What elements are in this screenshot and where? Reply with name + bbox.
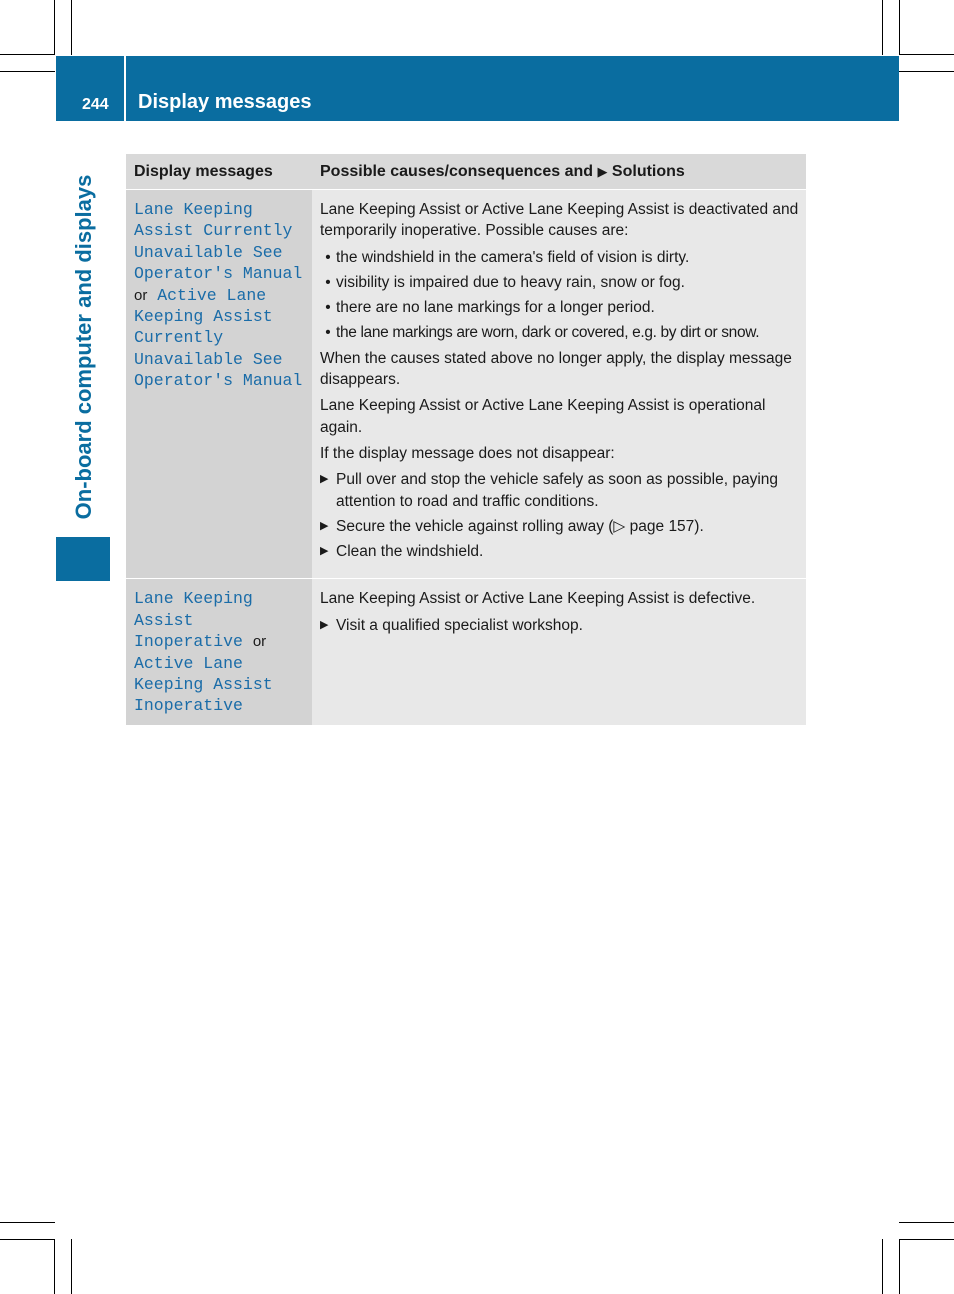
list-item [320, 297, 800, 318]
step-text: Visit a qualified specialist workshop. [336, 616, 583, 634]
cause-text: the windshield in the camera's field of vision is dirty. [336, 248, 690, 266]
table-header [126, 154, 806, 190]
table-row [126, 190, 806, 579]
crop-mark [899, 71, 954, 72]
column-header-messages: Display messages [134, 163, 273, 180]
message-cell [126, 579, 312, 724]
list-item [320, 247, 800, 268]
display-message: Active Lane Keeping Assist Currently Unavailable See Operator's Manual [134, 285, 303, 391]
crop-mark [899, 1222, 954, 1223]
causes-cell [312, 190, 806, 578]
cause-intro: Lane Keeping Assist or Active Lane Keeping Assist is defective. [320, 590, 756, 608]
paragraph: When the causes stated above no longer apply, the display message disappears. [320, 349, 792, 389]
crop-mark [0, 54, 55, 55]
bullet-icon: • [325, 248, 331, 266]
page-title: Display messages [138, 91, 312, 113]
table-row [126, 579, 806, 725]
list-item [320, 272, 800, 293]
header-divider [124, 56, 126, 121]
cause-intro: Lane Keeping Assist or Active Lane Keeping Assist is deactivated and temporarily inoperative. Possible causes are: [320, 201, 799, 240]
list-item [320, 615, 800, 636]
bullet-icon: • [325, 273, 331, 291]
crop-mark [899, 0, 900, 55]
step-text: Clean the windshield. [336, 543, 484, 561]
crop-mark [882, 0, 883, 55]
bullet-icon: • [325, 299, 331, 317]
display-message: Lane Keeping Assist Currently Unavailable See Operator's Manual [134, 200, 303, 284]
chapter-label-text: On-board computer and displays [71, 174, 96, 520]
list-item [320, 516, 800, 537]
display-messages-table [126, 154, 806, 726]
crop-mark [882, 1239, 883, 1294]
column-header-suffix: Solutions [611, 163, 685, 180]
list-item [320, 469, 800, 512]
crop-mark [0, 1239, 55, 1240]
step-arrow-icon: ▶ [320, 545, 329, 558]
paragraph: Lane Keeping Assist or Active Lane Keeping Assist is operational again. [320, 397, 766, 436]
display-message: Lane Keeping Assist Inoperative [134, 589, 253, 652]
list-item [320, 322, 800, 343]
step-text: Secure the vehicle against rolling away (▷ page 157). [336, 517, 704, 535]
crop-mark [899, 1239, 900, 1294]
crop-mark [54, 1239, 55, 1294]
cause-text: there are no lane markings for a longer period. [336, 299, 655, 317]
crop-mark [71, 1239, 72, 1294]
crop-mark [71, 0, 72, 55]
solution-arrow-icon: ▶ [597, 164, 608, 179]
cause-text: the lane markings are worn, dark or covered, e.g. by dirt or snow. [336, 324, 760, 342]
display-message: Active Lane Keeping Assist Inoperative [134, 653, 273, 716]
crop-mark [54, 0, 55, 55]
crop-mark [899, 1239, 954, 1240]
step-arrow-icon: ▶ [320, 473, 329, 486]
cause-text: visibility is impaired due to heavy rain, snow or fog. [336, 273, 685, 291]
causes-cell [312, 579, 806, 724]
crop-mark [0, 1222, 55, 1223]
crop-mark [0, 71, 55, 72]
paragraph: If the display message does not disappear: [320, 444, 615, 462]
step-arrow-icon: ▶ [320, 618, 329, 631]
or-label: or [252, 633, 267, 651]
step-text: Pull over and stop the vehicle safely as soon as possible, paying attention to road and traffic conditions. [336, 471, 779, 510]
bullet-icon: • [325, 324, 331, 342]
crop-mark [899, 54, 954, 55]
list-item [320, 541, 800, 562]
column-header-prefix: Possible causes/consequences and [320, 163, 594, 180]
or-label: or [134, 286, 148, 304]
chapter-tab [56, 537, 110, 581]
page-number: 244 [82, 96, 109, 113]
message-cell [126, 190, 312, 578]
step-arrow-icon: ▶ [320, 519, 329, 532]
column-header-causes [312, 154, 806, 189]
